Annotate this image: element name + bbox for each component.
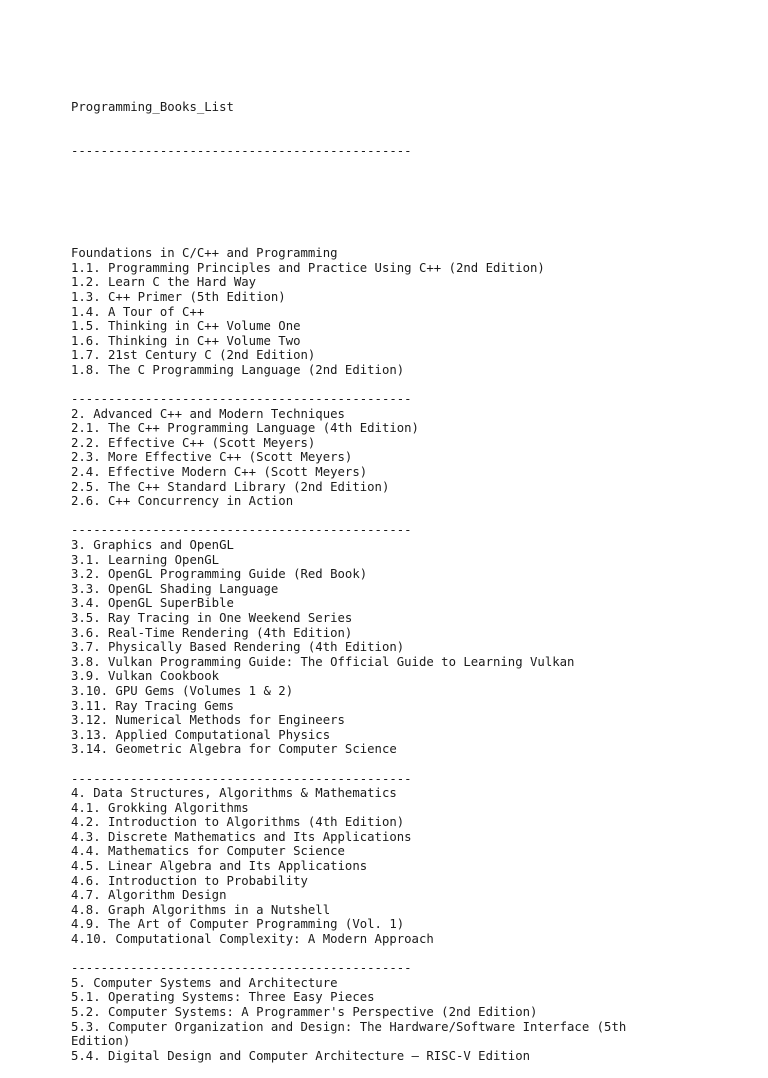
- book-item: 3.10. GPU Gems (Volumes 1 & 2): [71, 683, 294, 698]
- section-heading: 4. Data Structures, Algorithms & Mathematics: [71, 786, 397, 801]
- book-item: 4.9. The Art of Computer Programming (Vol. 1): [71, 917, 405, 932]
- book-item: 1.2. Learn C the Hard Way: [71, 275, 257, 290]
- book-item: 3.2. OpenGL Programming Guide (Red Book): [71, 567, 368, 582]
- document-page: [71, 71, 691, 1078]
- book-item: 3.13. Applied Computational Physics: [71, 727, 331, 742]
- sections-container: [71, 246, 691, 1063]
- book-section: [71, 246, 691, 392]
- book-item: 3.9. Vulkan Cookbook: [71, 669, 220, 684]
- book-item: 4.8. Graph Algorithms in a Nutshell: [71, 902, 331, 917]
- book-item: 4.5. Linear Algebra and Its Applications: [71, 859, 368, 874]
- separator: ----------------------------------------------: [71, 771, 412, 786]
- separator: ----------------------------------------------: [71, 392, 412, 407]
- separator: ----------------------------------------------: [71, 143, 412, 158]
- section-heading: Foundations in C/C++ and Programming: [71, 246, 338, 261]
- book-item: 1.4. A Tour of C++: [71, 304, 205, 319]
- book-item: 3.14. Geometric Algebra for Computer Science: [71, 742, 397, 757]
- book-item: 1.6. Thinking in C++ Volume Two: [71, 333, 301, 348]
- book-item: 3.5. Ray Tracing in One Weekend Series: [71, 610, 353, 625]
- book-item: 4.4. Mathematics for Computer Science: [71, 844, 345, 859]
- book-item: 4.1. Grokking Algorithms: [71, 800, 249, 815]
- book-section: [71, 392, 691, 523]
- book-item: 5.2. Computer Systems: A Programmer's Perspective (2nd Edition): [71, 1005, 538, 1019]
- book-item: 3.11. Ray Tracing Gems: [71, 698, 234, 713]
- book-item: 2.4. Effective Modern C++ (Scott Meyers): [71, 465, 368, 480]
- book-item: 2.1. The C++ Programming Language (4th Edition): [71, 421, 419, 436]
- book-item: 4.7. Algorithm Design: [71, 888, 227, 903]
- book-item: 3.7. Physically Based Rendering (4th Edition): [71, 640, 405, 655]
- separator: ----------------------------------------------: [71, 523, 412, 538]
- blank-line: [71, 188, 691, 203]
- book-item: 5.4. Digital Design and Computer Architecture – RISC-V Edition: [71, 1048, 531, 1063]
- book-item: 3.8. Vulkan Programming Guide: The Official Guide to Learning Vulkan: [71, 654, 575, 669]
- book-item: 3.3. OpenGL Shading Language: [71, 581, 279, 596]
- blank-line: [71, 947, 691, 962]
- book-item: 1.3. C++ Primer (5th Edition): [71, 289, 286, 304]
- book-item: 2.2. Effective C++ (Scott Meyers): [71, 435, 316, 450]
- blank-line: [71, 509, 691, 524]
- book-item: 2.5. The C++ Standard Library (2nd Edition): [71, 479, 390, 494]
- book-item: 5.3. Computer Organization and Design: The Hardware/Software Interface (5th Edition): [71, 1019, 634, 1049]
- section-heading: 3. Graphics and OpenGL: [71, 538, 234, 552]
- blank-line: [71, 377, 691, 392]
- book-item: 5.1. Operating Systems: Three Easy Pieces: [71, 990, 375, 1005]
- section-heading: 2. Advanced C++ and Modern Techniques: [71, 406, 345, 421]
- book-item: 4.6. Introduction to Probability: [71, 873, 308, 888]
- document-title: Programming_Books_List: [71, 100, 234, 115]
- book-item: 3.6. Real-Time Rendering (4th Edition): [71, 625, 353, 640]
- book-item: 2.3. More Effective C++ (Scott Meyers): [71, 450, 353, 465]
- book-section: [71, 523, 691, 771]
- book-item: 4.2. Introduction to Algorithms (4th Edition): [71, 815, 405, 830]
- book-section: [71, 961, 691, 1063]
- book-item: 1.8. The C Programming Language (2nd Edition): [71, 362, 405, 377]
- book-item: 3.1. Learning OpenGL: [71, 552, 220, 567]
- blank-line: [71, 757, 691, 772]
- book-item: 1.5. Thinking in C++ Volume One: [71, 319, 301, 334]
- book-item: 3.12. Numerical Methods for Engineers: [71, 713, 345, 728]
- book-item: 4.3. Discrete Mathematics and Its Applications: [71, 829, 412, 844]
- book-item: 1.1. Programming Principles and Practice Using C++ (2nd Edition): [71, 260, 545, 275]
- book-item: 3.4. OpenGL SuperBible: [71, 596, 234, 611]
- book-item: 4.10. Computational Complexity: A Modern Approach: [71, 932, 434, 947]
- book-item: 2.6. C++ Concurrency in Action: [71, 494, 294, 509]
- section-heading: 5. Computer Systems and Architecture: [71, 975, 338, 990]
- book-item: 1.7. 21st Century C (2nd Edition): [71, 348, 316, 363]
- separator: ----------------------------------------------: [71, 961, 412, 976]
- book-section: [71, 772, 691, 962]
